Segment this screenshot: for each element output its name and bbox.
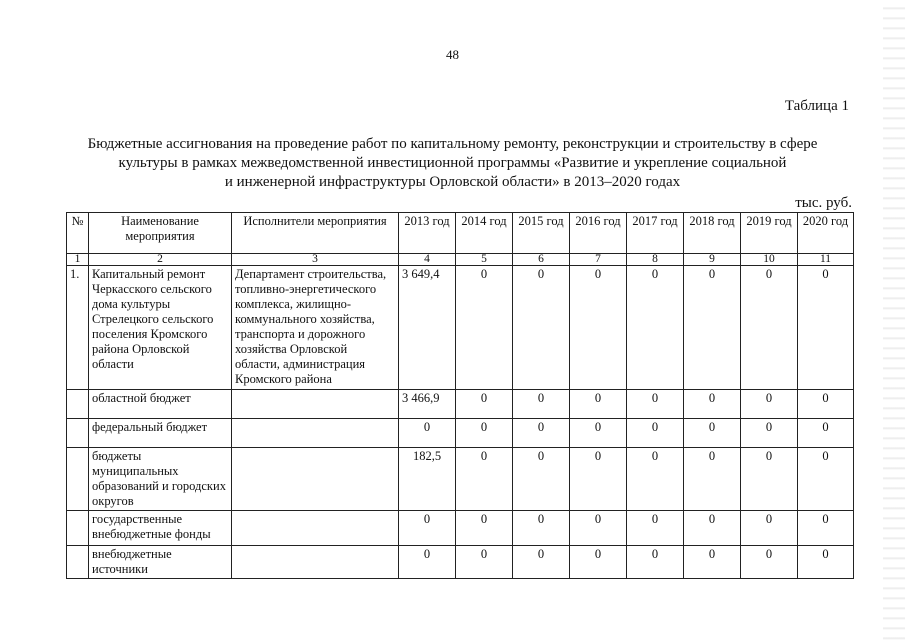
value-2017: 0 — [627, 419, 684, 448]
value-2017: 0 — [627, 390, 684, 419]
value-2018: 0 — [684, 511, 741, 546]
column-number: 9 — [684, 254, 741, 266]
value-2019: 0 — [741, 448, 798, 511]
value-2019: 0 — [741, 546, 798, 579]
value-2017: 0 — [627, 448, 684, 511]
title-line: культуры в рамках межведомственной инвестиционной программы «Развитие и укрепление социальной — [118, 155, 787, 171]
table-row — [67, 448, 854, 511]
value-2020: 0 — [798, 266, 854, 390]
column-number: 2 — [89, 254, 232, 266]
header-row — [67, 213, 854, 254]
value-2019: 0 — [741, 390, 798, 419]
column-number: 1 — [67, 254, 89, 266]
header-cell: Наименование мероприятия — [89, 213, 232, 254]
table-row — [67, 266, 854, 390]
column-number: 11 — [798, 254, 854, 266]
document-title — [70, 135, 835, 192]
value-2018: 0 — [684, 546, 741, 579]
row-number — [67, 390, 89, 419]
table-label: Таблица 1 — [784, 98, 849, 114]
value-2019: 0 — [741, 419, 798, 448]
value-2014: 0 — [456, 419, 513, 448]
table-row — [67, 546, 854, 579]
executor — [232, 546, 399, 579]
value-2018: 0 — [684, 419, 741, 448]
value-2016: 0 — [570, 390, 627, 419]
page-number: 48 — [446, 47, 459, 62]
executor — [232, 448, 399, 511]
title-line: Бюджетные ассигнования на проведение работ по капитальному ремонту, реконструкции и строительству в сфере — [87, 136, 818, 152]
header-cell: Исполнители мероприятия — [232, 213, 399, 254]
executor — [232, 511, 399, 546]
value-2013: 0 — [399, 511, 456, 546]
value-2016: 0 — [570, 419, 627, 448]
scan-margin — [883, 0, 905, 640]
column-number: 6 — [513, 254, 570, 266]
value-2013: 0 — [399, 546, 456, 579]
header-cell: 2015 год — [513, 213, 570, 254]
row-number — [67, 448, 89, 511]
value-2015: 0 — [513, 511, 570, 546]
value-2015: 0 — [513, 390, 570, 419]
column-number: 10 — [741, 254, 798, 266]
column-number: 5 — [456, 254, 513, 266]
value-2016: 0 — [570, 448, 627, 511]
header-cell: 2017 год — [627, 213, 684, 254]
budget-table — [66, 212, 854, 579]
header-cell: 2013 год — [399, 213, 456, 254]
row-number — [67, 511, 89, 546]
value-2017: 0 — [627, 546, 684, 579]
value-2014: 0 — [456, 390, 513, 419]
value-2019: 0 — [741, 511, 798, 546]
header-cell: 2020 год — [798, 213, 854, 254]
column-number: 3 — [232, 254, 399, 266]
table-row — [67, 419, 854, 448]
header-cell: 2019 год — [741, 213, 798, 254]
value-2018: 0 — [684, 448, 741, 511]
value-2016: 0 — [570, 511, 627, 546]
value-2020: 0 — [798, 511, 854, 546]
value-2014: 0 — [456, 546, 513, 579]
row-number: 1. — [67, 266, 89, 390]
value-2013: 182,5 — [399, 448, 456, 511]
budget-source: федеральный бюджет — [89, 419, 232, 448]
value-2020: 0 — [798, 419, 854, 448]
value-2015: 0 — [513, 448, 570, 511]
value-2016: 0 — [570, 266, 627, 390]
value-2013: 3 649,4 — [399, 266, 456, 390]
budget-source: внебюджетные источники — [89, 546, 232, 579]
value-2020: 0 — [798, 390, 854, 419]
executor — [232, 419, 399, 448]
value-2013: 0 — [399, 419, 456, 448]
budget-source: бюджеты муниципальных образований и городских округов — [89, 448, 232, 511]
header-cell: № — [67, 213, 89, 254]
value-2019: 0 — [741, 266, 798, 390]
value-2017: 0 — [627, 266, 684, 390]
executor: Департамент строительства, топливно-энергетического комплекса, жилищно-коммунального хозяйства, транспорта и дорожного хозяйства Орловской области, администрация Кромского района — [232, 266, 399, 390]
value-2016: 0 — [570, 546, 627, 579]
executor — [232, 390, 399, 419]
value-2015: 0 — [513, 419, 570, 448]
value-2014: 0 — [456, 448, 513, 511]
value-2020: 0 — [798, 448, 854, 511]
activity-name: Капитальный ремонт Черкасского сельского дома культуры Стрелецкого сельского поселения Кромского района Орловской области — [89, 266, 232, 390]
budget-source: областной бюджет — [89, 390, 232, 419]
header-cell: 2014 год — [456, 213, 513, 254]
column-number: 4 — [399, 254, 456, 266]
units-label: тыс. руб. — [795, 195, 852, 211]
value-2018: 0 — [684, 390, 741, 419]
budget-source: государственные внебюджетные фонды — [89, 511, 232, 546]
header-cell: 2018 год — [684, 213, 741, 254]
value-2014: 0 — [456, 511, 513, 546]
row-number — [67, 419, 89, 448]
value-2020: 0 — [798, 546, 854, 579]
row-number — [67, 546, 89, 579]
column-number-row — [67, 254, 854, 266]
header-cell: 2016 год — [570, 213, 627, 254]
value-2015: 0 — [513, 546, 570, 579]
title-line: и инженерной инфраструктуры Орловской области» в 2013–2020 годах — [224, 174, 681, 190]
table-row — [67, 511, 854, 546]
column-number: 7 — [570, 254, 627, 266]
value-2013: 3 466,9 — [399, 390, 456, 419]
column-number: 8 — [627, 254, 684, 266]
value-2018: 0 — [684, 266, 741, 390]
value-2015: 0 — [513, 266, 570, 390]
table-row — [67, 390, 854, 419]
value-2014: 0 — [456, 266, 513, 390]
value-2017: 0 — [627, 511, 684, 546]
